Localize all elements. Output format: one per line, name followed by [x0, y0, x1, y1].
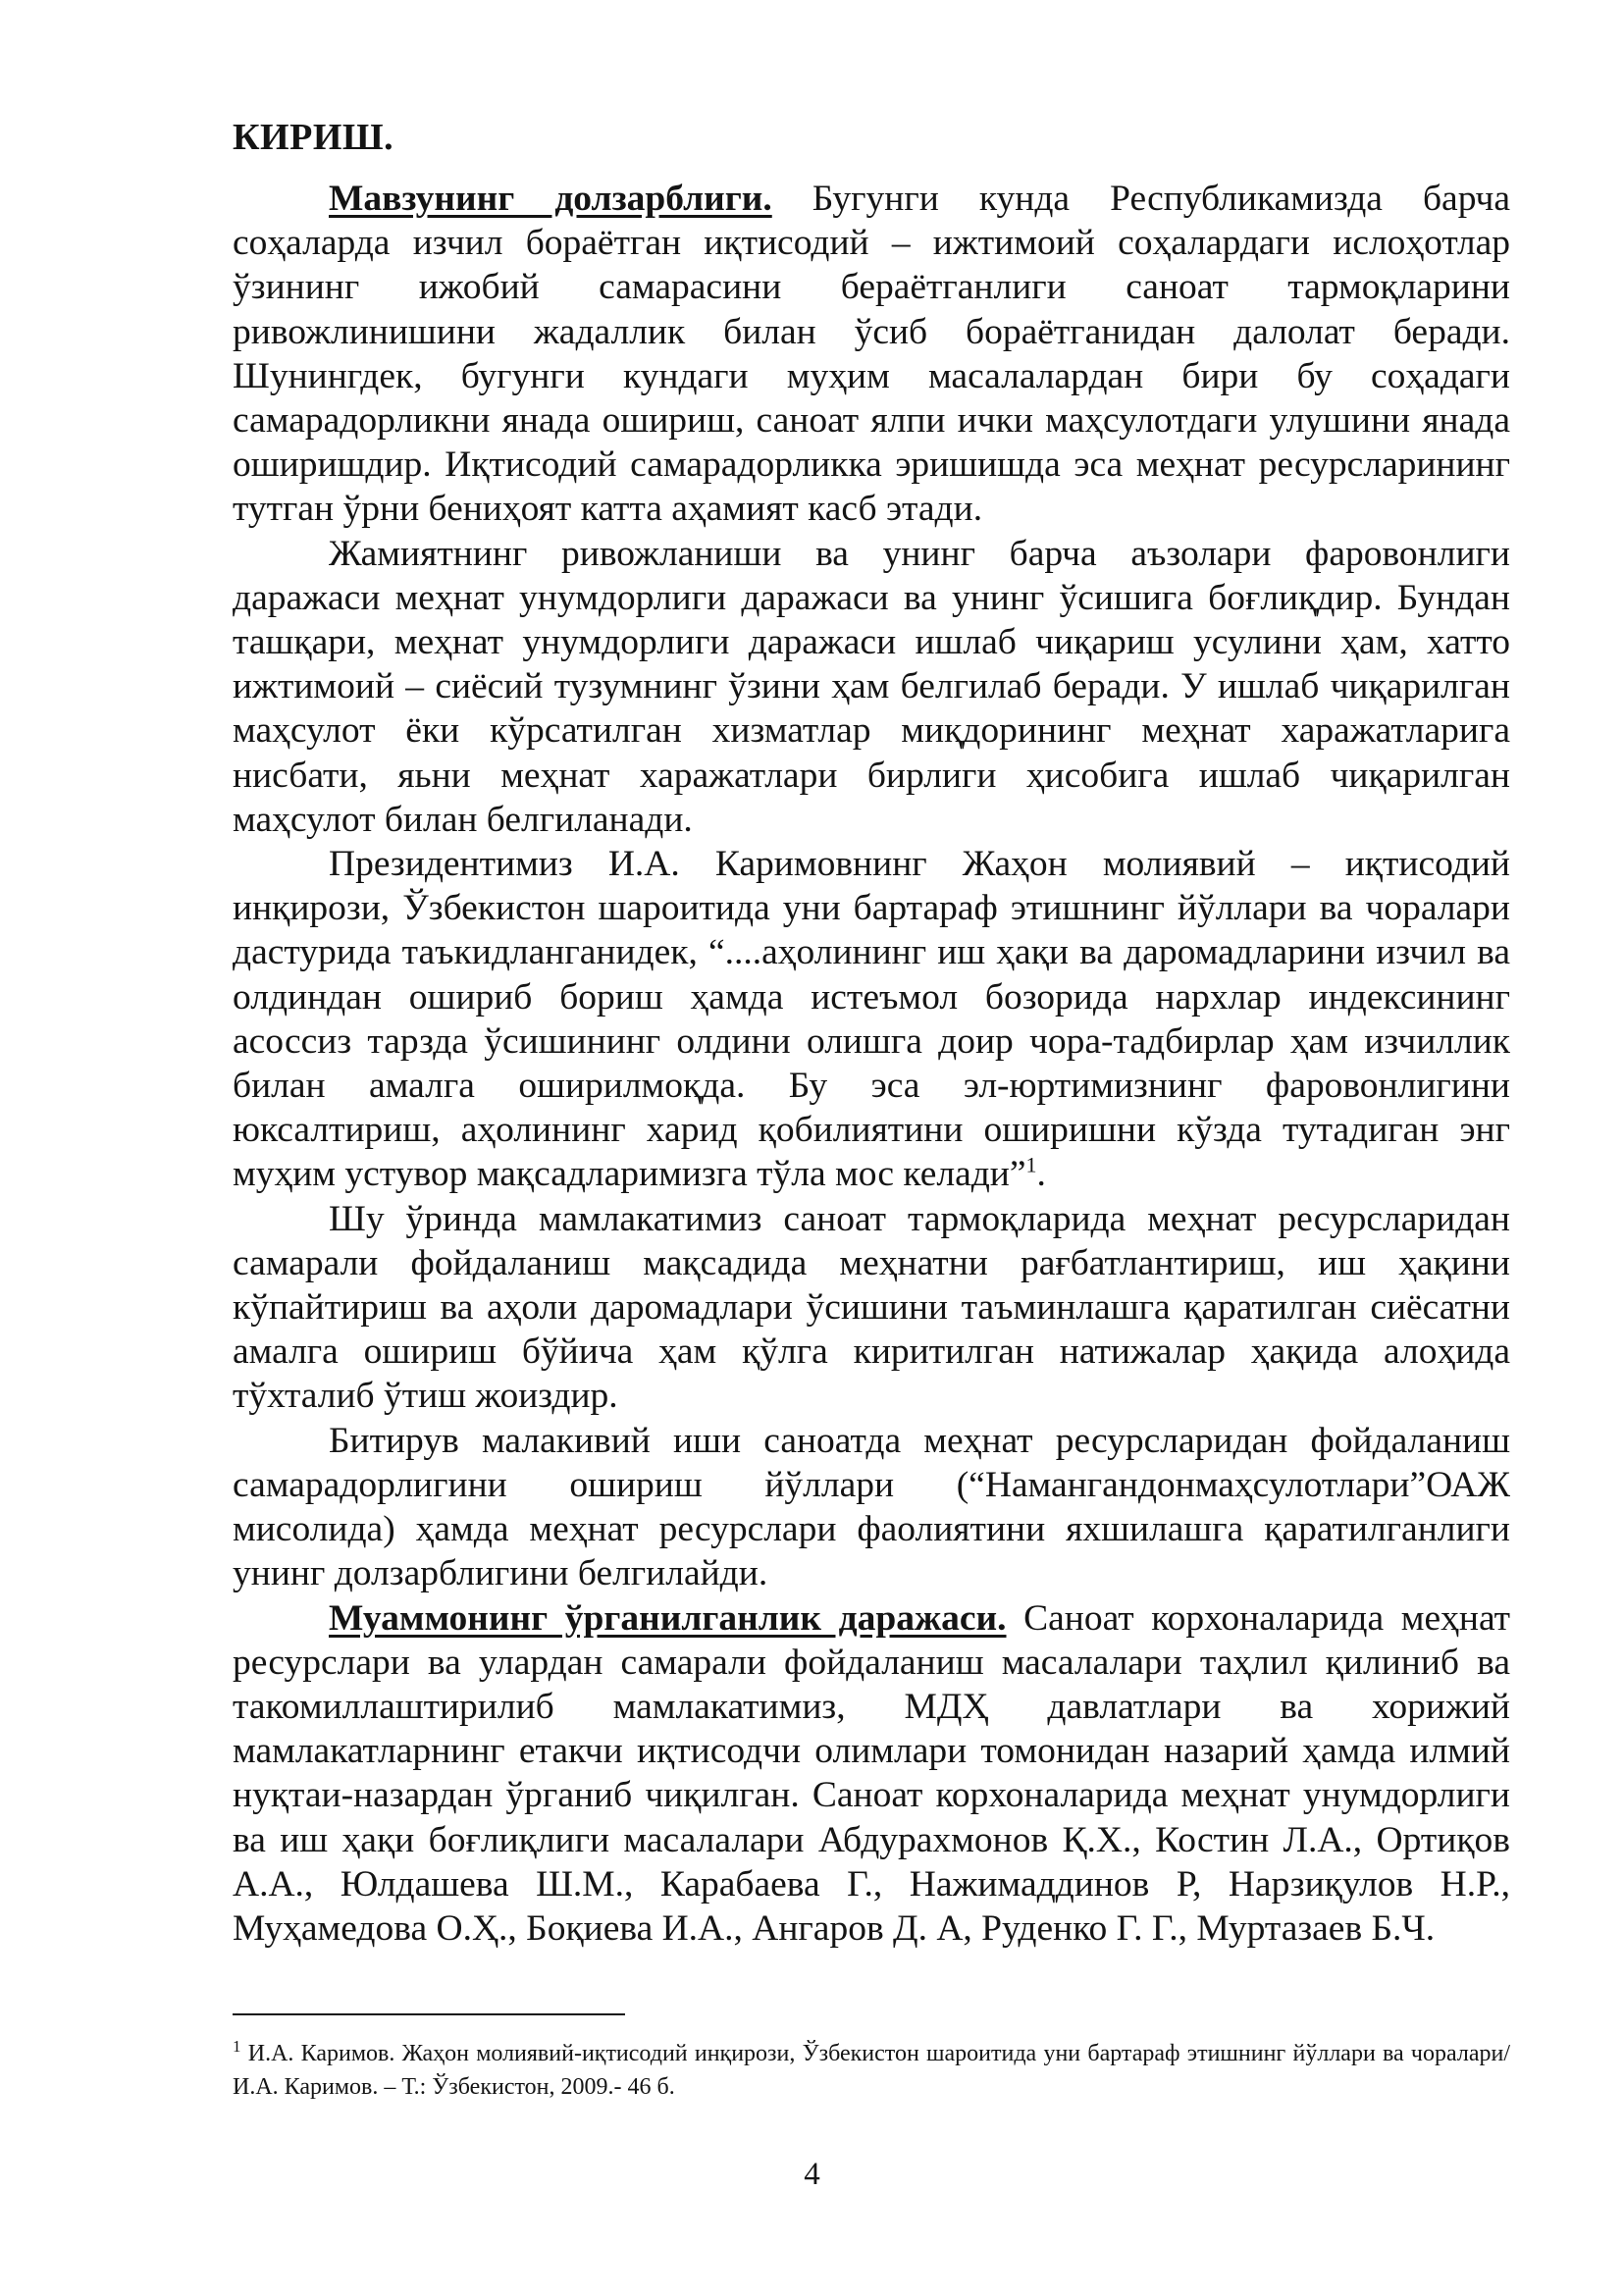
paragraph-text: Бугунги кунда Республикамизда барча соҳаларда изчил бораётган иқтисодий – ижтимоий соҳалардаги ислоҳотлар ўзининг ижобий самарасини бераётганлиги саноат тармоқларини ривожлинишини жадаллик билан ўсиб бораётганидан далолат беради. Шунингдек, бугунги кундаги муҳим масалалардан бири бу соҳадаги самарадорликни янада ошириш, саноат ялпи ички маҳсулотдаги улушини янада оширишдир. Иқтисодий самарадорликка эришишда эса меҳнат ресурсларининг тутган ўрни бениҳоят катта аҳамият касб этади. — [233, 179, 1511, 530]
footnote-text: И.А. Каримов. Жаҳон молиявий-иқтисодий инқирози, Ўзбекистон шароитида уни бартараф этишнинг йўллари ва чоралари/И.А. Каримов. – Т.: Ўзбекистон, 2009.- 46 б. — [233, 2041, 1510, 2100]
paragraph-text: Жамиятнинг ривожланиши ва унинг барча аъзолари фаровонлиги даражаси меҳнат унумдорлиги даражаси ва унинг ўсишига боғлиқдир. Бундан ташқари, меҳнат унумдорлиги даражаси ишлаб чиқариш усулини ҳам, хатто ижтимоий – сиёсий тузумнинг ўзини ҳам белгилаб беради. У ишлаб чиқарилган маҳсулот ёки кўрсатилган хизматлар миқдорининг меҳнат харажатларига нисбати, яьни меҳнат харажатлари бирлиги ҳисобига ишлаб чиқарилган маҳсулот билан белгиланади. — [233, 533, 1510, 840]
body-text — [233, 177, 1510, 1951]
footnote-separator — [233, 2013, 625, 2015]
paragraph-lead: Муаммонинг ўрганилганлик даражаси. — [329, 1597, 1007, 1639]
paragraph-president-quote — [233, 842, 1510, 1197]
paragraph-lead: Мавзунинг долзарблиги. — [329, 179, 772, 219]
page-number: 4 — [804, 2157, 820, 2192]
section-heading: КИРИШ. — [233, 117, 394, 158]
paragraph-relevance — [233, 177, 1510, 532]
paragraph-tail: . — [1036, 1154, 1046, 1195]
paragraph-text: Битирув малакивий иши саноатда меҳнат ресурсларидан фойдаланиш самарадорлигини ошириш йўллари (“Намангандонмаҳсулотлари”ОАЖ мисолида) ҳамда меҳнат ресурслари фаолиятини яхшилашга қаратилганлиги унинг долзарблигини белгилайди. — [233, 1420, 1510, 1594]
paragraph-labor-productivity — [233, 532, 1510, 842]
paragraph-research-degree — [233, 1596, 1510, 1952]
footnote-reference: 1 — [1025, 1152, 1037, 1177]
paragraph-text: Шу ўринда мамлакатимиз саноат тармоқларида меҳнат ресурсларидан самарали фойдаланиш мақсадида меҳнатни рағбатлантириш, иш ҳақини кўпайтириш ва аҳоли даромадлари ўсишини таъминлашга қаратилган сиёсатни амалга ошириш бўйича ҳам қўлга киритилган натижалар ҳақида алоҳида тўхталиб ўтиш жоиздир. — [233, 1198, 1510, 1417]
footnote-marker: 1 — [233, 2037, 241, 2056]
footnote — [233, 2037, 1510, 2104]
paragraph-thesis-relevance — [233, 1419, 1510, 1596]
paragraph-wage-policy — [233, 1197, 1510, 1419]
paragraph-text: Саноат корхоналарида меҳнат ресурслари ва улардан самарали фойдаланиш масалалари таҳлил қилиниб ва такомиллаштирилиб мамлакатимиз, МДҲ давлатлари ва хорижий мамлакатларнинг етакчи иқтисодчи олимлари томонидан назарий ҳамда илмий нуқтаи-назардан ўрганиб чиқилган. Саноат корхоналарида меҳнат унумдорлиги ва иш ҳақи боғлиқлиги масалалари Абдурахмонов Қ.Х., Костин Л.А., Ортиқов А.А., Юлдашева Ш.М., Карабаева Г., Нажимаддинов Р, Нарзиқулов Н.Р., Муҳамедова О.Ҳ., Боқиева И.А., Ангаров Д. А, Руденко Г. Г., Муртазаев Б.Ч. — [233, 1597, 1511, 1949]
paragraph-text: Президентимиз И.А. Каримовнинг Жаҳон молиявий – иқтисодий инқирози, Ўзбекистон шароитида уни бартараф этишнинг йўллари ва чоралари дастурида таъкидланганидек, “....аҳолининг иш ҳақи ва даромадларини изчил ва олдиндан ошириб бориш ҳамда истеъмол бозорида нархлар индексининг асоссиз тарзда ўсишининг олдини олишга доир чора-тадбирлар ҳам изчиллик билан амалга оширилмоқда. Бу эса эл-юртимизнинг фаровонлигини юксалтириш, аҳолининг харид қобилиятини оширишни кўзда тутадиган энг муҳим устувор мақсадларимизга тўла мос келади” — [233, 844, 1510, 1195]
